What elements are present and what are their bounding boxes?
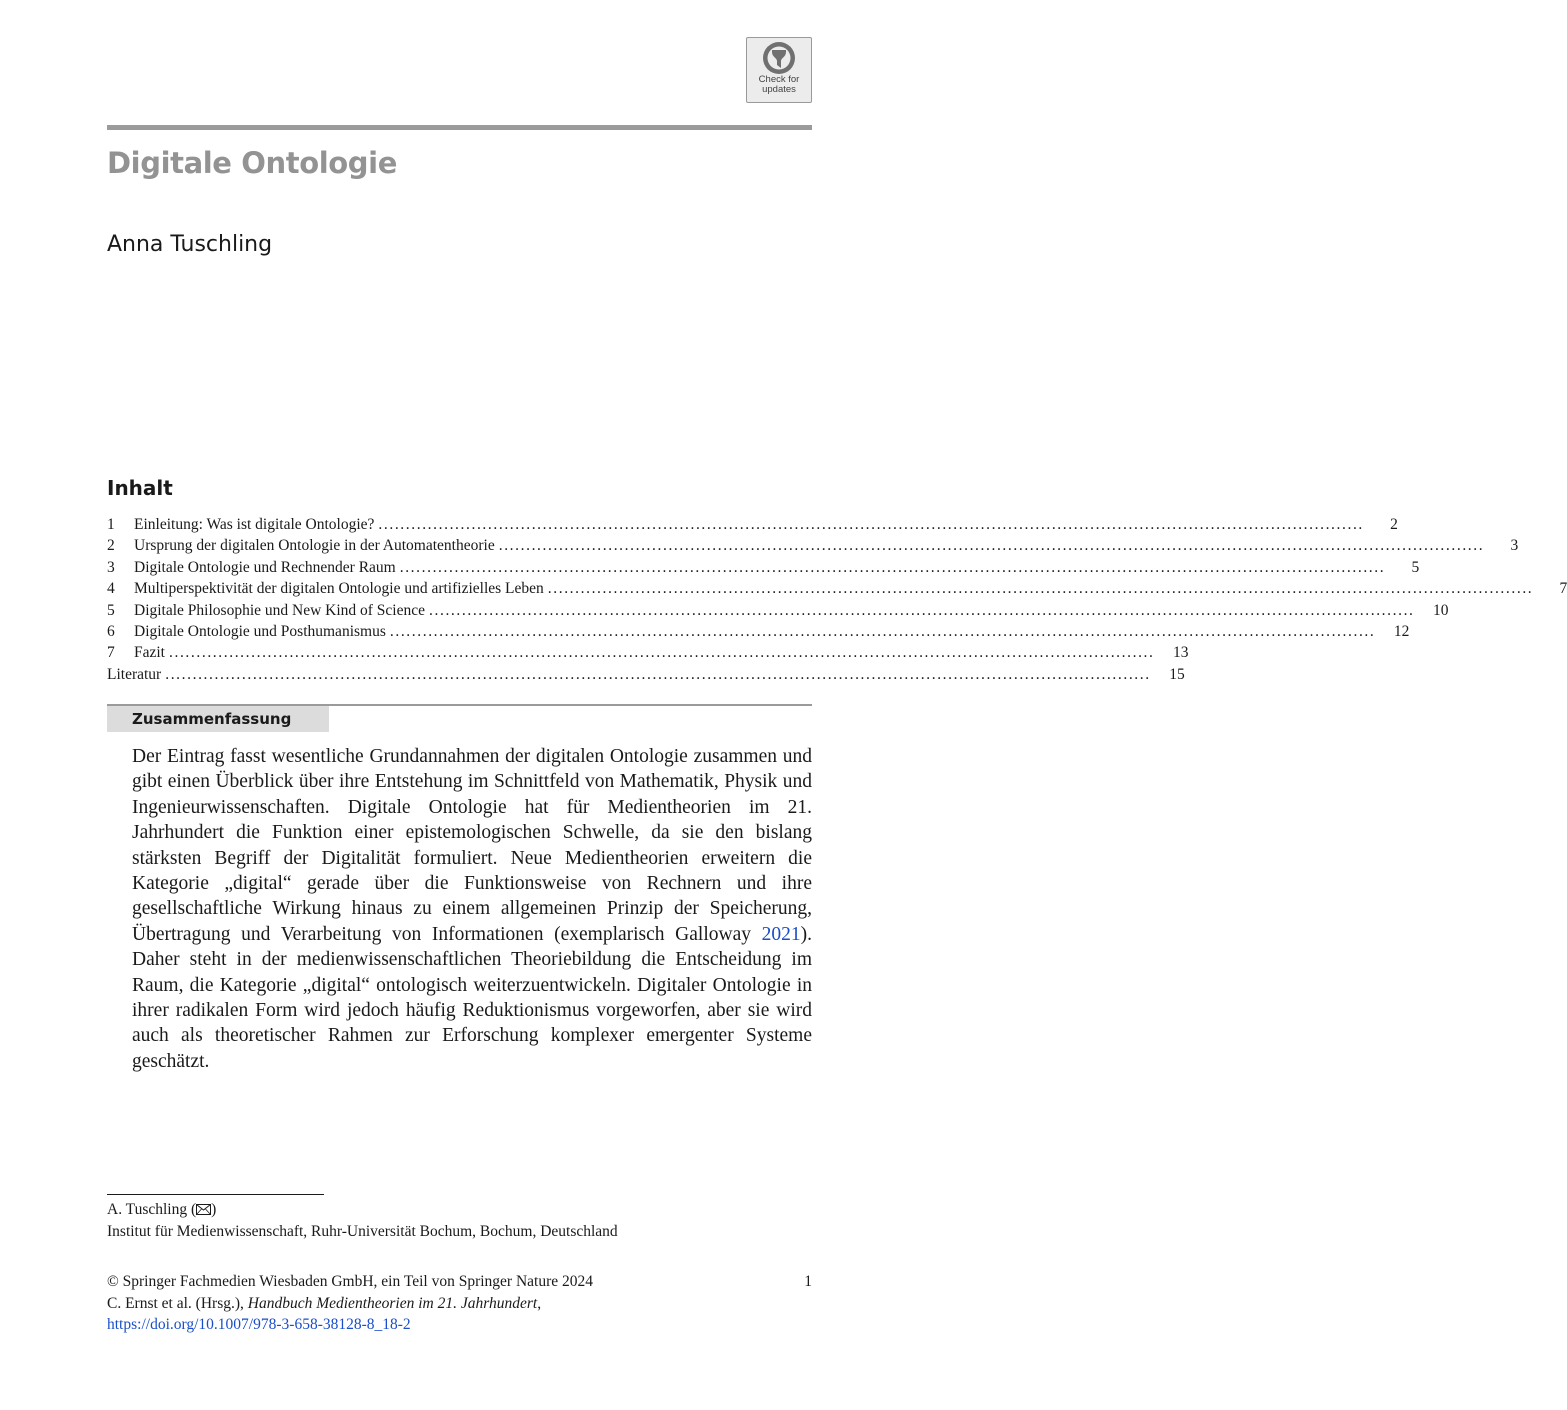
toc-entry-5[interactable]	[107, 600, 1449, 621]
toc-leader-dots: ....................................................................................................................................................................................	[399, 558, 1386, 576]
abstract-text	[132, 744, 812, 1074]
citation-line	[107, 1293, 812, 1315]
toc-leader-dots: ....................................................................................................................................................................................	[169, 644, 1155, 662]
footnote	[107, 1199, 618, 1242]
footnote-rule	[107, 1194, 324, 1195]
toc-entry-page: 5	[1411, 558, 1420, 576]
citation-link[interactable]: 2021	[761, 923, 801, 945]
toc-entry-3[interactable]	[107, 557, 1420, 578]
footnote-author-close: )	[211, 1201, 217, 1218]
toc-entry-number: 1	[107, 516, 115, 533]
abstract-label: Zusammenfassung	[107, 706, 329, 732]
toc-entry-title: Einleitung: Was ist digitale Ontologie?	[134, 516, 375, 533]
toc-leader-dots: ....................................................................................................................................................................................	[429, 601, 1415, 619]
toc-leader-dots: ....................................................................................................................................................................................	[547, 580, 1534, 598]
toc-entry-title: Digitale Ontologie und Posthumanismus	[134, 622, 386, 640]
toc-entry-page: 12	[1393, 622, 1410, 640]
footnote-affiliation: Institut für Medienwissenschaft, Ruhr-Universität Bochum, Bochum, Deutschland	[107, 1222, 618, 1240]
citation-comma: ,	[537, 1294, 542, 1312]
toc-entry-title: Multiperspektivität der digitalen Ontologie und artifizielles Leben	[134, 580, 544, 598]
toc-leader-dots: ....................................................................................................................................................................................	[378, 516, 1364, 533]
check-for-updates-icon	[762, 41, 796, 75]
toc-entry-1[interactable]	[107, 514, 1398, 535]
copyright-line: © Springer Fachmedien Wiesbaden GmbH, ein Teil von Springer Nature 2024	[107, 1273, 594, 1290]
abstract-text-part1: Der Eintrag fasst wesentliche Grundannahmen der digitalen Ontologie zusammen und gibt einen Überblick über ihre Entstehung im Schnittfeld von Mathematik, Physik und Ingenieurwissenschaften. Digitale Ontologie hat für Medientheorien im 21. Jahrhundert die Funktion einer epistemologischen Schwelle, da sie den bislang stärksten Begriff der Digitalität formuliert. Neue Medientheorien erweitern die Kategorie „digital“ gerade über die Funktionsweise von Rechnern und ihre gesellschaftliche Wirkung hinaus zu einem allgemeinen Prinzip der Speicherung, Übertragung und Verarbeitung von Informationen (exemplarisch Galloway	[132, 746, 812, 945]
toc-leader-dots: ....................................................................................................................................................................................	[498, 537, 1485, 555]
abstract-text-part2: ). Daher steht in der medienwissenschaftlichen Theoriebildung die Entscheidung im Raum, die Kategorie „digital“ ontologisch weiterzuentwickeln. Digitaler Ontologie in ihrer radikalen Form wird jedoch häufig Reduktionismus vorgeworfen, aber sie wird auch als theoretischer Rahmen zur Erforschung komplexer emergenter Systeme geschätzt.	[132, 923, 812, 1072]
toc-entry-page: 15	[1169, 665, 1185, 683]
toc-entry-6[interactable]	[107, 621, 1410, 642]
toc-entry-title: Fazit	[134, 644, 165, 662]
toc-entry-7[interactable]	[107, 642, 1189, 663]
toc-entry-page: 2	[1390, 516, 1398, 533]
toc-entry-2[interactable]	[107, 535, 1519, 556]
author-name: Anna Tuschling	[107, 232, 273, 257]
toc-entry-number: 5	[107, 601, 115, 619]
toc-entry-title: Ursprung der digitalen Ontologie in der Automatentheorie	[134, 537, 495, 555]
badge-label-line1: Check for	[758, 74, 800, 85]
table-of-contents	[107, 514, 1567, 685]
toc-entry-title: Literatur	[107, 665, 162, 683]
toc-entry-page: 3	[1510, 537, 1519, 555]
check-for-updates-badge[interactable]	[746, 37, 812, 103]
top-rule	[107, 125, 812, 130]
toc-leader-dots: ....................................................................................................................................................................................	[389, 622, 1376, 640]
book-editors: C. Ernst et al. (Hrsg.),	[107, 1294, 248, 1312]
toc-entry-page: 10	[1433, 601, 1449, 619]
toc-entry-number: 6	[107, 622, 115, 640]
envelope-icon[interactable]	[196, 1204, 211, 1215]
toc-entry-page: 13	[1173, 644, 1189, 662]
page-number: 1	[804, 1273, 812, 1290]
copyright-block	[107, 1271, 812, 1336]
toc-entry-title: Digitale Ontologie und Rechnender Raum	[134, 558, 396, 576]
toc-entry-number: 2	[107, 537, 115, 555]
toc-entry-page: 7	[1559, 580, 1567, 598]
chapter-title: Digitale Ontologie	[107, 146, 397, 180]
book-title: Handbuch Medientheorien im 21. Jahrhundert	[247, 1294, 538, 1312]
doi-link[interactable]: https://doi.org/10.1007/978-3-658-38128-8_18-2	[107, 1316, 411, 1333]
toc-entry-number: 7	[107, 644, 115, 662]
footnote-author-line	[107, 1199, 618, 1221]
footnote-author: A. Tuschling (	[107, 1201, 197, 1218]
toc-entry-number: 3	[107, 558, 115, 576]
toc-leader-dots: ....................................................................................................................................................................................	[165, 665, 1151, 683]
toc-heading: Inhalt	[107, 476, 173, 500]
toc-entry-4[interactable]	[107, 578, 1567, 599]
badge-label-line2: updates	[762, 84, 796, 95]
toc-entry-title: Digitale Philosophie und New Kind of Science	[134, 601, 426, 619]
toc-entry-number: 4	[107, 580, 115, 598]
toc-entry-literatur[interactable]	[107, 664, 1185, 685]
